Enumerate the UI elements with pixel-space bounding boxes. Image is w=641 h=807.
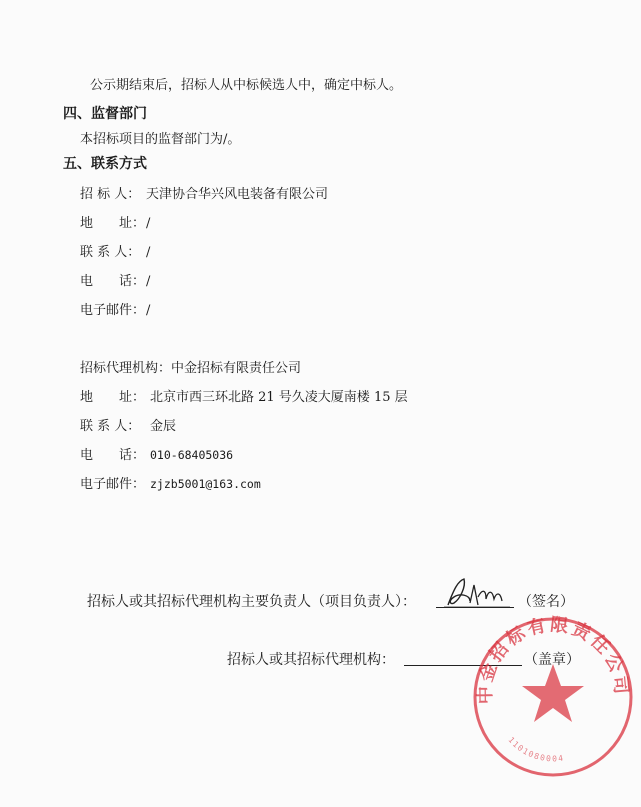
agency-email-row: [80, 473, 261, 492]
seal-label: 招标人或其招标代理机构：: [227, 652, 395, 668]
agency-email: zjzb5001@163.com: [150, 477, 261, 491]
agency-phone: 010-68405036: [150, 448, 234, 462]
tenderer-address: /: [146, 216, 151, 231]
tenderer-name-label: 招 标 人：: [80, 187, 141, 202]
tenderer-contact-row: [80, 241, 150, 260]
section5-title: 五、联系方式: [63, 156, 147, 172]
agency-address: 北京市西三环北路 21 号久凌大厦南楼 15 层: [150, 390, 408, 405]
svg-text:1101080004: 1101080004: [506, 735, 566, 764]
agency-name-row: [80, 357, 301, 376]
tenderer-email-row: [80, 299, 150, 318]
agency-address-label: 地 址：: [80, 390, 146, 405]
sign-label: 招标人或其招标代理机构主要负责人（项目负责人）：: [87, 594, 416, 610]
tenderer-phone: /: [146, 274, 151, 289]
tenderer-phone-row: [80, 270, 150, 289]
tenderer-email: /: [146, 303, 151, 318]
svg-text:中金招标有限责任公司: 中金招标有限责任公司: [474, 614, 632, 705]
tenderer-name: 天津协合华兴风电装备有限公司: [146, 187, 329, 202]
tenderer-contact: /: [146, 245, 151, 260]
agency-address-row: [80, 386, 408, 405]
intro-paragraph: 公示期结束后，招标人从中标候选人中，确定中标人。: [90, 78, 403, 93]
seal-suffix: （盖章）: [524, 652, 580, 668]
agency-name-label: 招标代理机构：: [80, 361, 172, 376]
company-seal-stamp: [468, 612, 638, 782]
tenderer-address-row: [80, 212, 150, 231]
tenderer-email-label: 电子邮件：: [80, 303, 146, 318]
handwritten-signature: [440, 577, 516, 611]
agency-phone-row: [80, 444, 233, 463]
agency-phone-label: 电 话：: [80, 448, 146, 463]
tenderer-contact-label: 联 系 人：: [80, 245, 141, 260]
agency-name: 中金招标有限责任公司: [171, 361, 302, 376]
agency-email-label: 电子邮件：: [80, 477, 146, 492]
section4-body: 本招标项目的监督部门为/。: [80, 132, 241, 147]
agency-contact-label: 联 系 人：: [80, 419, 141, 434]
section4-title: 四、监督部门: [63, 106, 147, 122]
agency-contact: 金辰: [150, 419, 177, 434]
tenderer-address-label: 地 址：: [80, 216, 146, 231]
tenderer-name-row: [80, 183, 328, 202]
tenderer-phone-label: 电 话：: [80, 274, 146, 289]
agency-contact-row: [80, 415, 176, 434]
sign-suffix: （签名）: [518, 594, 574, 610]
